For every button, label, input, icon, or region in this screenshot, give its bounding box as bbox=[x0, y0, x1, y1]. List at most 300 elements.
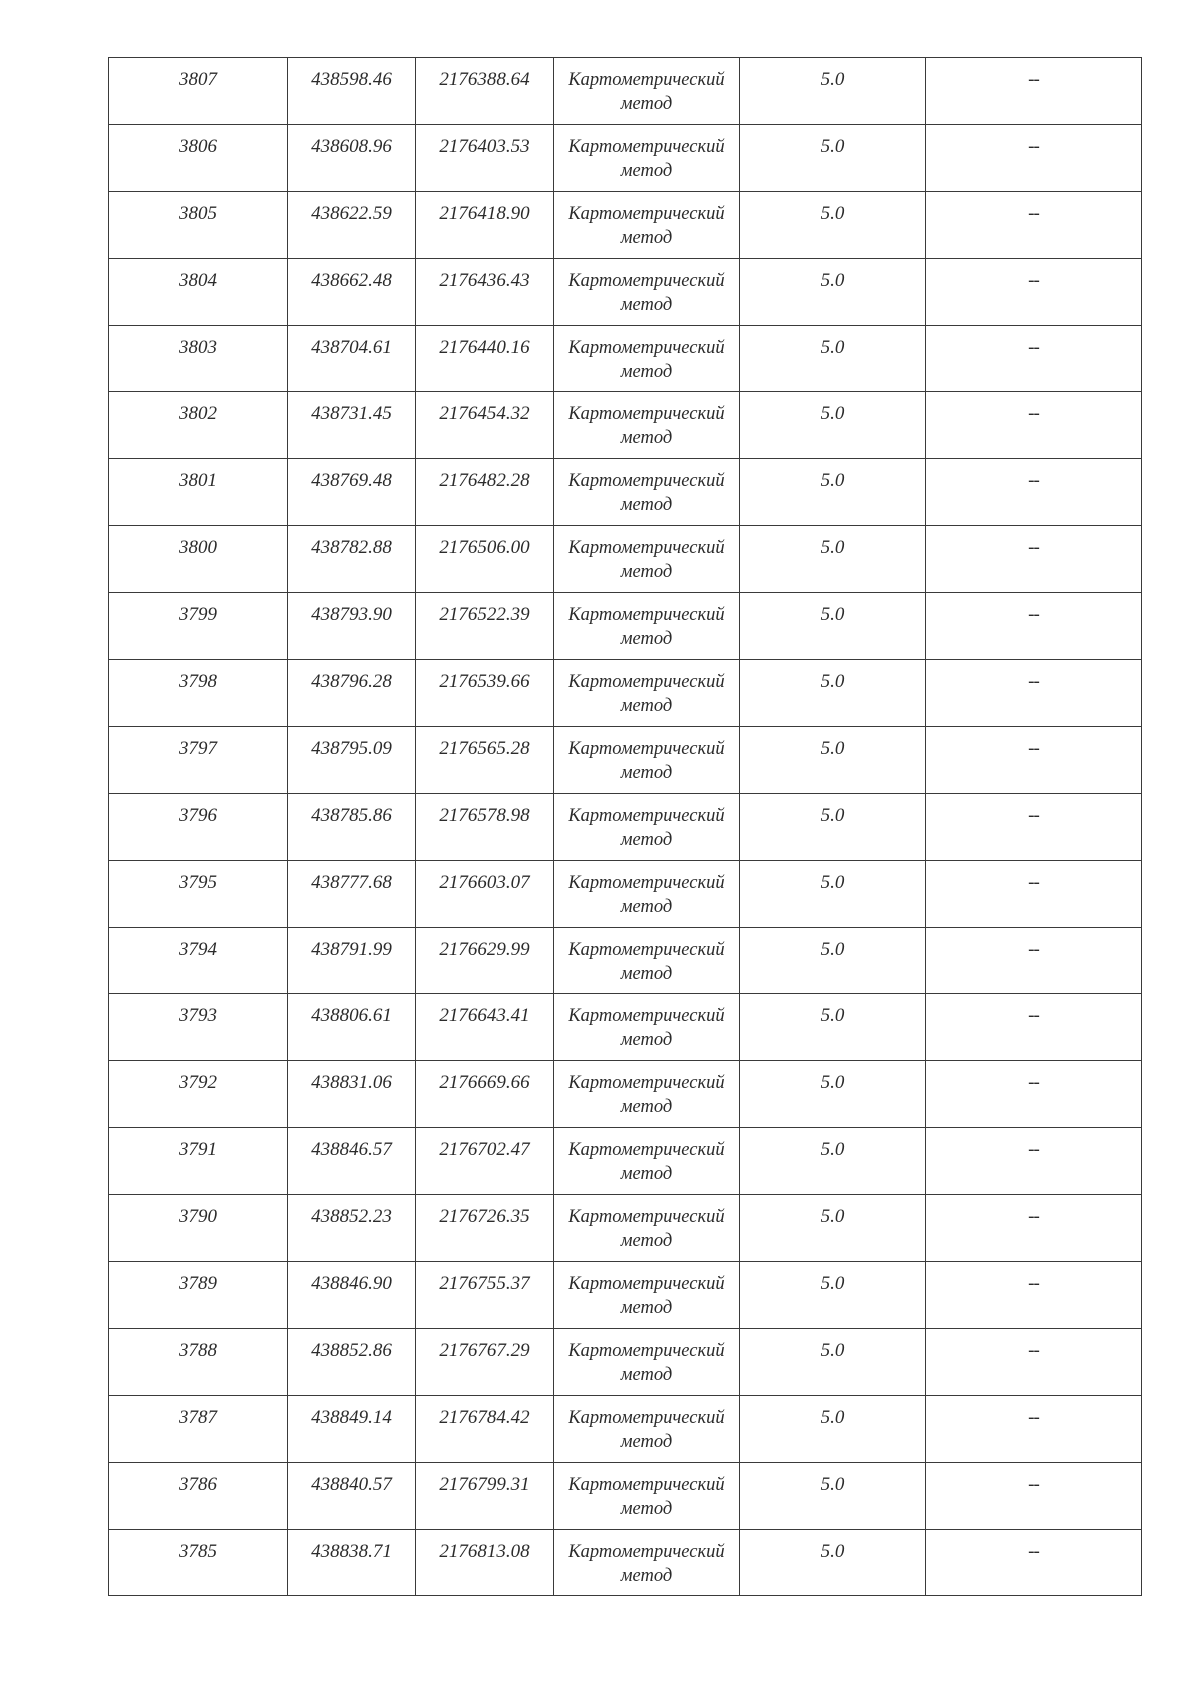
note-cell bbox=[926, 994, 1142, 1061]
accuracy-cell bbox=[740, 258, 926, 325]
point-number-cell bbox=[109, 1061, 288, 1128]
accuracy-value: 5.0 bbox=[820, 202, 845, 224]
accuracy-cell bbox=[740, 191, 926, 258]
point-number-value: 3797 bbox=[179, 737, 217, 759]
note-cell bbox=[926, 660, 1142, 727]
accuracy-cell bbox=[740, 994, 926, 1061]
method-value: Картометрический метод bbox=[568, 738, 725, 783]
x-coordinate-cell bbox=[288, 793, 416, 860]
y-coordinate-cell bbox=[416, 1462, 554, 1529]
method-cell bbox=[554, 1328, 740, 1395]
y-coordinate-value: 2176578.98 bbox=[439, 804, 530, 826]
y-coordinate-cell bbox=[416, 1195, 554, 1262]
y-coordinate-cell bbox=[416, 258, 554, 325]
method-value: Картометрический метод bbox=[568, 270, 725, 315]
x-coordinate-cell bbox=[288, 994, 416, 1061]
accuracy-cell bbox=[740, 593, 926, 660]
note-value: -- bbox=[1028, 1473, 1039, 1495]
method-cell bbox=[554, 793, 740, 860]
note-value: -- bbox=[1028, 671, 1039, 693]
point-number-cell bbox=[109, 793, 288, 860]
accuracy-cell bbox=[740, 660, 926, 727]
method-value: Картометрический метод bbox=[568, 70, 725, 114]
point-number-value: 3790 bbox=[179, 1206, 217, 1228]
accuracy-value: 5.0 bbox=[820, 470, 845, 492]
point-number-value: 3789 bbox=[179, 1273, 217, 1295]
x-coordinate-value: 438831.06 bbox=[311, 1072, 392, 1094]
point-number-cell bbox=[109, 258, 288, 325]
method-cell bbox=[554, 1262, 740, 1329]
x-coordinate-cell bbox=[288, 191, 416, 258]
note-value: -- bbox=[1028, 804, 1039, 826]
y-coordinate-cell bbox=[416, 927, 554, 994]
accuracy-value: 5.0 bbox=[820, 1005, 845, 1027]
x-coordinate-cell bbox=[288, 459, 416, 526]
point-number-cell bbox=[109, 392, 288, 459]
method-cell bbox=[554, 726, 740, 793]
accuracy-value: 5.0 bbox=[820, 1339, 845, 1361]
x-coordinate-value: 438608.96 bbox=[311, 135, 392, 157]
note-value: -- bbox=[1028, 1406, 1039, 1428]
y-coordinate-value: 2176813.08 bbox=[439, 1540, 530, 1562]
note-cell bbox=[926, 1462, 1142, 1529]
table-row bbox=[109, 58, 1142, 125]
accuracy-cell bbox=[740, 459, 926, 526]
note-cell bbox=[926, 1128, 1142, 1195]
x-coordinate-cell bbox=[288, 1529, 416, 1596]
note-cell bbox=[926, 1529, 1142, 1596]
note-cell bbox=[926, 793, 1142, 860]
note-value: -- bbox=[1028, 1139, 1039, 1161]
y-coordinate-value: 2176784.42 bbox=[439, 1406, 530, 1428]
point-number-cell bbox=[109, 459, 288, 526]
method-value: Картометрический метод bbox=[568, 1140, 725, 1185]
x-coordinate-value: 438598.46 bbox=[311, 69, 392, 90]
point-number-cell bbox=[109, 191, 288, 258]
point-number-cell bbox=[109, 593, 288, 660]
point-number-value: 3793 bbox=[179, 1005, 217, 1027]
accuracy-value: 5.0 bbox=[820, 604, 845, 626]
note-value: -- bbox=[1028, 938, 1039, 960]
table-row bbox=[109, 191, 1142, 258]
note-cell bbox=[926, 459, 1142, 526]
method-value: Картометрический метод bbox=[568, 1207, 725, 1252]
y-coordinate-value: 2176388.64 bbox=[439, 69, 530, 90]
note-value: -- bbox=[1028, 202, 1039, 224]
table-row bbox=[109, 392, 1142, 459]
point-number-cell bbox=[109, 124, 288, 191]
x-coordinate-cell bbox=[288, 726, 416, 793]
note-cell bbox=[926, 1061, 1142, 1128]
x-coordinate-cell bbox=[288, 258, 416, 325]
accuracy-cell bbox=[740, 1262, 926, 1329]
point-number-value: 3799 bbox=[179, 604, 217, 626]
note-cell bbox=[926, 325, 1142, 392]
y-coordinate-value: 2176603.07 bbox=[439, 871, 530, 893]
point-number-value: 3796 bbox=[179, 804, 217, 826]
y-coordinate-cell bbox=[416, 325, 554, 392]
x-coordinate-value: 438785.86 bbox=[311, 804, 392, 826]
note-value: -- bbox=[1028, 470, 1039, 492]
point-number-cell bbox=[109, 994, 288, 1061]
method-cell bbox=[554, 526, 740, 593]
accuracy-cell bbox=[740, 1462, 926, 1529]
x-coordinate-value: 438806.61 bbox=[311, 1005, 392, 1027]
accuracy-cell bbox=[740, 1395, 926, 1462]
accuracy-value: 5.0 bbox=[820, 1139, 845, 1161]
note-value: -- bbox=[1028, 737, 1039, 759]
note-cell bbox=[926, 258, 1142, 325]
note-cell bbox=[926, 392, 1142, 459]
accuracy-value: 5.0 bbox=[820, 1540, 845, 1562]
table-row bbox=[109, 1529, 1142, 1596]
x-coordinate-cell bbox=[288, 1395, 416, 1462]
method-cell bbox=[554, 124, 740, 191]
point-number-cell bbox=[109, 726, 288, 793]
method-cell bbox=[554, 660, 740, 727]
note-value: -- bbox=[1028, 1540, 1039, 1562]
x-coordinate-cell bbox=[288, 58, 416, 125]
x-coordinate-value: 438796.28 bbox=[311, 671, 392, 693]
note-cell bbox=[926, 1395, 1142, 1462]
point-number-value: 3804 bbox=[179, 269, 217, 291]
accuracy-value: 5.0 bbox=[820, 1072, 845, 1094]
accuracy-value: 5.0 bbox=[820, 135, 845, 157]
note-cell bbox=[926, 124, 1142, 191]
x-coordinate-cell bbox=[288, 660, 416, 727]
accuracy-cell bbox=[740, 124, 926, 191]
note-cell bbox=[926, 860, 1142, 927]
coordinates-table bbox=[108, 57, 1142, 1596]
accuracy-cell bbox=[740, 860, 926, 927]
point-number-value: 3787 bbox=[179, 1406, 217, 1428]
point-number-cell bbox=[109, 58, 288, 125]
table-row bbox=[109, 1061, 1142, 1128]
point-number-value: 3785 bbox=[179, 1540, 217, 1562]
x-coordinate-cell bbox=[288, 1128, 416, 1195]
accuracy-value: 5.0 bbox=[820, 871, 845, 893]
method-cell bbox=[554, 593, 740, 660]
point-number-cell bbox=[109, 1328, 288, 1395]
y-coordinate-cell bbox=[416, 526, 554, 593]
point-number-value: 3788 bbox=[179, 1339, 217, 1361]
x-coordinate-value: 438777.68 bbox=[311, 871, 392, 893]
x-coordinate-cell bbox=[288, 1061, 416, 1128]
y-coordinate-value: 2176565.28 bbox=[439, 737, 530, 759]
point-number-value: 3801 bbox=[179, 470, 217, 492]
accuracy-value: 5.0 bbox=[820, 737, 845, 759]
note-value: -- bbox=[1028, 537, 1039, 559]
x-coordinate-value: 438782.88 bbox=[311, 537, 392, 559]
y-coordinate-value: 2176403.53 bbox=[439, 135, 530, 157]
accuracy-cell bbox=[740, 1128, 926, 1195]
method-cell bbox=[554, 459, 740, 526]
method-cell bbox=[554, 1195, 740, 1262]
method-value: Картометрический метод bbox=[568, 136, 725, 181]
note-cell bbox=[926, 58, 1142, 125]
y-coordinate-value: 2176755.37 bbox=[439, 1273, 530, 1295]
accuracy-cell bbox=[740, 793, 926, 860]
accuracy-cell bbox=[740, 1195, 926, 1262]
point-number-value: 3806 bbox=[179, 135, 217, 157]
x-coordinate-cell bbox=[288, 392, 416, 459]
table-row bbox=[109, 1128, 1142, 1195]
y-coordinate-cell bbox=[416, 593, 554, 660]
y-coordinate-value: 2176436.43 bbox=[439, 269, 530, 291]
x-coordinate-cell bbox=[288, 593, 416, 660]
note-value: -- bbox=[1028, 1273, 1039, 1295]
y-coordinate-cell bbox=[416, 1061, 554, 1128]
x-coordinate-value: 438769.48 bbox=[311, 470, 392, 492]
table-row bbox=[109, 325, 1142, 392]
accuracy-cell bbox=[740, 1529, 926, 1596]
method-value: Картометрический метод bbox=[568, 1340, 725, 1385]
point-number-cell bbox=[109, 1395, 288, 1462]
accuracy-cell bbox=[740, 726, 926, 793]
x-coordinate-value: 438791.99 bbox=[311, 938, 392, 960]
point-number-cell bbox=[109, 927, 288, 994]
x-coordinate-cell bbox=[288, 860, 416, 927]
point-number-cell bbox=[109, 1462, 288, 1529]
note-cell bbox=[926, 593, 1142, 660]
point-number-cell bbox=[109, 526, 288, 593]
table-row bbox=[109, 1328, 1142, 1395]
table-row bbox=[109, 726, 1142, 793]
accuracy-cell bbox=[740, 1328, 926, 1395]
y-coordinate-value: 2176454.32 bbox=[439, 403, 530, 425]
y-coordinate-value: 2176418.90 bbox=[439, 202, 530, 224]
y-coordinate-cell bbox=[416, 1262, 554, 1329]
point-number-value: 3795 bbox=[179, 871, 217, 893]
method-cell bbox=[554, 258, 740, 325]
method-cell bbox=[554, 1128, 740, 1195]
note-value: -- bbox=[1028, 69, 1039, 90]
accuracy-value: 5.0 bbox=[820, 403, 845, 425]
method-cell bbox=[554, 1462, 740, 1529]
y-coordinate-value: 2176799.31 bbox=[439, 1473, 530, 1495]
x-coordinate-value: 438852.86 bbox=[311, 1339, 392, 1361]
note-value: -- bbox=[1028, 336, 1039, 358]
y-coordinate-value: 2176629.99 bbox=[439, 938, 530, 960]
table-row bbox=[109, 1195, 1142, 1262]
table-row bbox=[109, 927, 1142, 994]
point-number-value: 3802 bbox=[179, 403, 217, 425]
y-coordinate-cell bbox=[416, 1395, 554, 1462]
point-number-cell bbox=[109, 860, 288, 927]
table-row bbox=[109, 1395, 1142, 1462]
note-value: -- bbox=[1028, 871, 1039, 893]
table-row bbox=[109, 860, 1142, 927]
note-cell bbox=[926, 191, 1142, 258]
method-value: Картометрический метод bbox=[568, 1073, 725, 1118]
method-value: Картометрический метод bbox=[568, 805, 725, 850]
accuracy-cell bbox=[740, 392, 926, 459]
x-coordinate-value: 438795.09 bbox=[311, 737, 392, 759]
method-value: Картометрический метод bbox=[568, 1006, 725, 1051]
note-value: -- bbox=[1028, 403, 1039, 425]
method-value: Картометрический метод bbox=[568, 1474, 725, 1519]
x-coordinate-value: 438622.59 bbox=[311, 202, 392, 224]
accuracy-value: 5.0 bbox=[820, 1206, 845, 1228]
coordinates-table-body bbox=[109, 58, 1142, 1596]
note-value: -- bbox=[1028, 1206, 1039, 1228]
y-coordinate-cell bbox=[416, 994, 554, 1061]
accuracy-value: 5.0 bbox=[820, 537, 845, 559]
accuracy-value: 5.0 bbox=[820, 938, 845, 960]
y-coordinate-cell bbox=[416, 793, 554, 860]
x-coordinate-cell bbox=[288, 325, 416, 392]
x-coordinate-cell bbox=[288, 1328, 416, 1395]
x-coordinate-value: 438704.61 bbox=[311, 336, 392, 358]
accuracy-cell bbox=[740, 1061, 926, 1128]
y-coordinate-cell bbox=[416, 459, 554, 526]
note-value: -- bbox=[1028, 1072, 1039, 1094]
note-cell bbox=[926, 1195, 1142, 1262]
x-coordinate-value: 438846.90 bbox=[311, 1273, 392, 1295]
x-coordinate-cell bbox=[288, 1195, 416, 1262]
y-coordinate-cell bbox=[416, 860, 554, 927]
accuracy-cell bbox=[740, 325, 926, 392]
y-coordinate-value: 2176702.47 bbox=[439, 1139, 530, 1161]
x-coordinate-value: 438846.57 bbox=[311, 1139, 392, 1161]
method-value: Картометрический метод bbox=[568, 939, 725, 984]
y-coordinate-value: 2176669.66 bbox=[439, 1072, 530, 1094]
note-cell bbox=[926, 1262, 1142, 1329]
method-value: Картометрический метод bbox=[568, 872, 725, 917]
note-cell bbox=[926, 526, 1142, 593]
point-number-value: 3798 bbox=[179, 671, 217, 693]
accuracy-value: 5.0 bbox=[820, 1273, 845, 1295]
x-coordinate-value: 438731.45 bbox=[311, 403, 392, 425]
method-value: Картометрический метод bbox=[568, 672, 725, 717]
accuracy-value: 5.0 bbox=[820, 671, 845, 693]
method-value: Картометрический метод bbox=[568, 471, 725, 516]
y-coordinate-value: 2176767.29 bbox=[439, 1339, 530, 1361]
method-cell bbox=[554, 927, 740, 994]
y-coordinate-cell bbox=[416, 392, 554, 459]
note-cell bbox=[926, 726, 1142, 793]
y-coordinate-cell bbox=[416, 660, 554, 727]
x-coordinate-value: 438838.71 bbox=[311, 1540, 392, 1562]
note-value: -- bbox=[1028, 1005, 1039, 1027]
method-cell bbox=[554, 1061, 740, 1128]
method-value: Картометрический метод bbox=[568, 1274, 725, 1319]
method-value: Картометрический метод bbox=[568, 605, 725, 650]
table-row bbox=[109, 124, 1142, 191]
y-coordinate-cell bbox=[416, 58, 554, 125]
note-value: -- bbox=[1028, 135, 1039, 157]
y-coordinate-value: 2176522.39 bbox=[439, 604, 530, 626]
point-number-cell bbox=[109, 660, 288, 727]
point-number-cell bbox=[109, 1262, 288, 1329]
y-coordinate-value: 2176539.66 bbox=[439, 671, 530, 693]
accuracy-value: 5.0 bbox=[820, 1473, 845, 1495]
method-cell bbox=[554, 58, 740, 125]
table-row bbox=[109, 660, 1142, 727]
note-value: -- bbox=[1028, 269, 1039, 291]
y-coordinate-value: 2176726.35 bbox=[439, 1206, 530, 1228]
method-value: Картометрический метод bbox=[568, 337, 725, 382]
y-coordinate-cell bbox=[416, 124, 554, 191]
table-row bbox=[109, 459, 1142, 526]
point-number-value: 3807 bbox=[179, 69, 217, 90]
table-row bbox=[109, 258, 1142, 325]
y-coordinate-value: 2176643.41 bbox=[439, 1005, 530, 1027]
point-number-value: 3800 bbox=[179, 537, 217, 559]
method-cell bbox=[554, 191, 740, 258]
table-row bbox=[109, 1262, 1142, 1329]
method-cell bbox=[554, 994, 740, 1061]
x-coordinate-value: 438662.48 bbox=[311, 269, 392, 291]
y-coordinate-value: 2176482.28 bbox=[439, 470, 530, 492]
x-coordinate-value: 438849.14 bbox=[311, 1406, 392, 1428]
point-number-value: 3794 bbox=[179, 938, 217, 960]
note-value: -- bbox=[1028, 604, 1039, 626]
note-cell bbox=[926, 1328, 1142, 1395]
method-cell bbox=[554, 1529, 740, 1596]
method-cell bbox=[554, 325, 740, 392]
accuracy-value: 5.0 bbox=[820, 804, 845, 826]
point-number-value: 3786 bbox=[179, 1473, 217, 1495]
y-coordinate-value: 2176440.16 bbox=[439, 336, 530, 358]
point-number-value: 3803 bbox=[179, 336, 217, 358]
y-coordinate-cell bbox=[416, 191, 554, 258]
x-coordinate-value: 438840.57 bbox=[311, 1473, 392, 1495]
accuracy-cell bbox=[740, 58, 926, 125]
x-coordinate-cell bbox=[288, 1462, 416, 1529]
point-number-cell bbox=[109, 325, 288, 392]
method-cell bbox=[554, 860, 740, 927]
accuracy-value: 5.0 bbox=[820, 69, 845, 90]
y-coordinate-value: 2176506.00 bbox=[439, 537, 530, 559]
x-coordinate-cell bbox=[288, 927, 416, 994]
accuracy-value: 5.0 bbox=[820, 1406, 845, 1428]
table-row bbox=[109, 526, 1142, 593]
table-row bbox=[109, 994, 1142, 1061]
method-value: Картометрический метод bbox=[568, 1541, 725, 1586]
document-page bbox=[108, 57, 1141, 1596]
point-number-value: 3792 bbox=[179, 1072, 217, 1094]
method-value: Картометрический метод bbox=[568, 538, 725, 583]
point-number-cell bbox=[109, 1529, 288, 1596]
y-coordinate-cell bbox=[416, 1529, 554, 1596]
x-coordinate-value: 438793.90 bbox=[311, 604, 392, 626]
x-coordinate-cell bbox=[288, 1262, 416, 1329]
note-cell bbox=[926, 927, 1142, 994]
note-value: -- bbox=[1028, 1339, 1039, 1361]
point-number-cell bbox=[109, 1128, 288, 1195]
method-cell bbox=[554, 392, 740, 459]
y-coordinate-cell bbox=[416, 1328, 554, 1395]
accuracy-cell bbox=[740, 927, 926, 994]
method-value: Картометрический метод bbox=[568, 203, 725, 248]
accuracy-value: 5.0 bbox=[820, 336, 845, 358]
accuracy-value: 5.0 bbox=[820, 269, 845, 291]
method-cell bbox=[554, 1395, 740, 1462]
y-coordinate-cell bbox=[416, 726, 554, 793]
x-coordinate-cell bbox=[288, 124, 416, 191]
x-coordinate-value: 438852.23 bbox=[311, 1206, 392, 1228]
point-number-cell bbox=[109, 1195, 288, 1262]
x-coordinate-cell bbox=[288, 526, 416, 593]
y-coordinate-cell bbox=[416, 1128, 554, 1195]
point-number-value: 3791 bbox=[179, 1139, 217, 1161]
table-row bbox=[109, 593, 1142, 660]
method-value: Картометрический метод bbox=[568, 404, 725, 449]
table-row bbox=[109, 793, 1142, 860]
point-number-value: 3805 bbox=[179, 202, 217, 224]
accuracy-cell bbox=[740, 526, 926, 593]
